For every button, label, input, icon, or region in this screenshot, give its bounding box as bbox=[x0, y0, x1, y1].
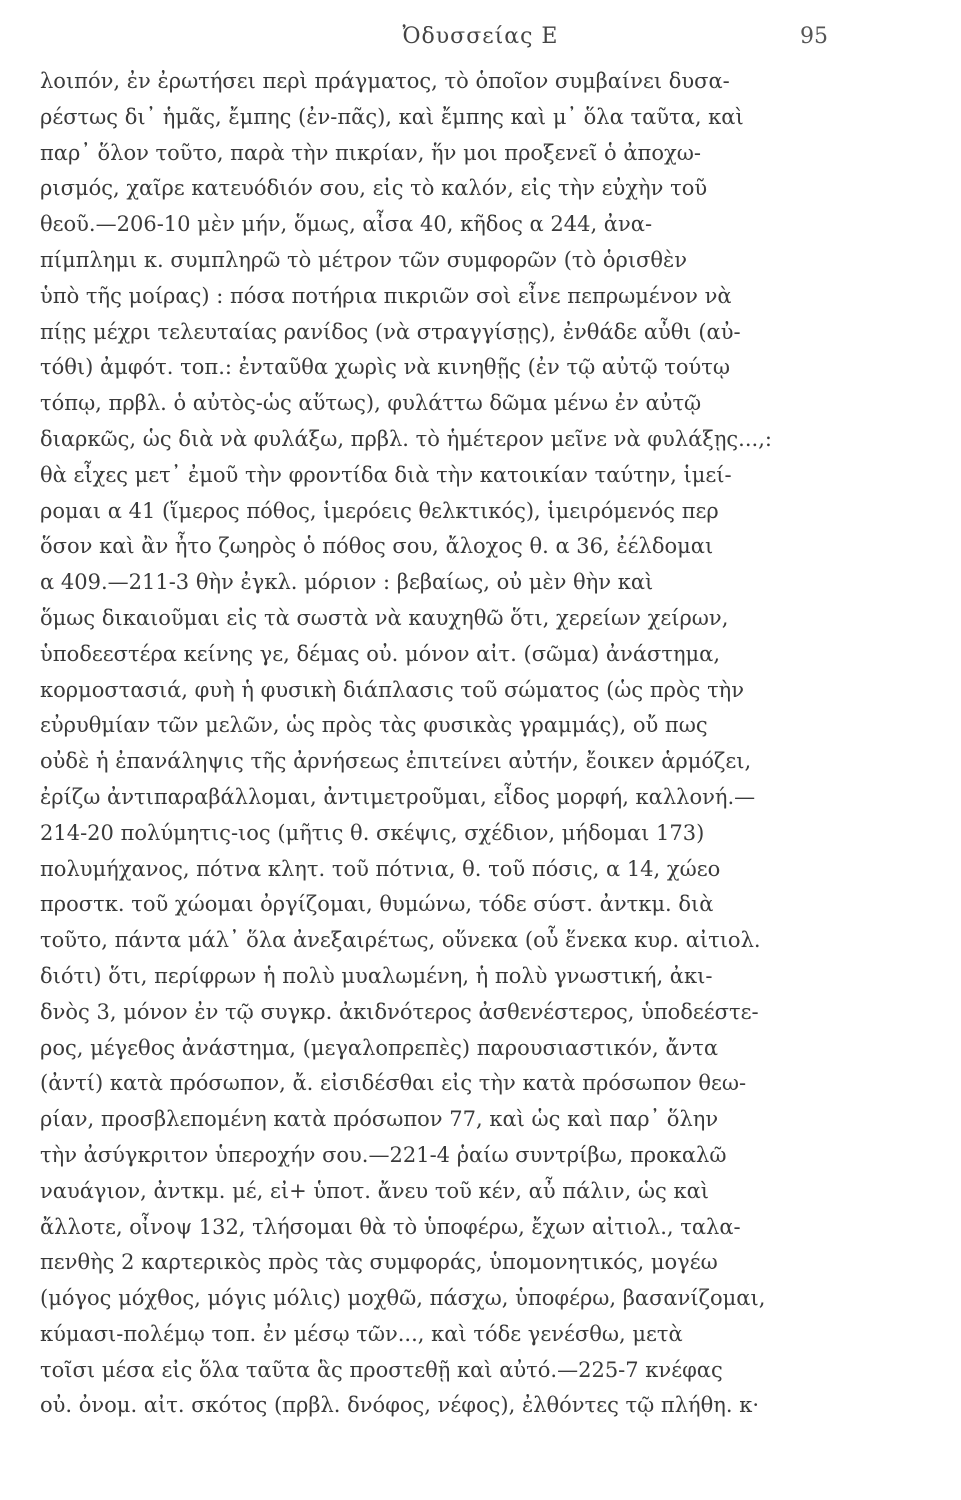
page-number: 95 bbox=[800, 24, 828, 49]
text-line: κύμασι-πολέμῳ τοπ. ἐν μέσῳ τῶν..., καὶ τόδε γενέσθω, μετὰ bbox=[40, 1321, 683, 1346]
text-line: πίμπλημι κ. συμπληρῶ τὸ μέτρον τῶν συμφορῶν (τὸ ὁρισθὲν bbox=[40, 247, 688, 272]
text-line: ἐρίζω ἀντιπαραβάλλομαι, ἀντιμετροῦμαι, εἶδος μορφή, καλλονή.— bbox=[40, 784, 756, 809]
text-line: κορμοστασιά, φυὴ ἡ φυσικὴ διάπλασις τοῦ σώματος (ὡς πρὸς τὴν bbox=[40, 677, 745, 702]
page-header bbox=[0, 24, 961, 54]
text-line: ρος, μέγεθος ἀνάστημα, (μεγαλοπρεπὲς) παρουσιαστικόν, ἄντα bbox=[40, 1035, 719, 1060]
text-line: ρίαν, προσβλεπομένη κατὰ πρόσωπον 77, καὶ ὡς καὶ παρ᾿ ὅλην bbox=[40, 1107, 719, 1132]
text-line: ναυάγιον, ἀντκμ. μέ, εἰ+ ὑποτ. ἄνευ τοῦ κέν, αὖ πάλιν, ὡς καὶ bbox=[40, 1178, 710, 1203]
text-line: ὅσον καὶ ἂν ἦτο ζωηρὸς ὁ πόθος σου, ἄλοχος θ. α 36, ἐέλδομαι bbox=[40, 534, 714, 559]
text-line: 214-20 πολύμητις-ιος (μῆτις θ. σκέψις, σχέδιον, μήδομαι 173) bbox=[40, 820, 705, 845]
text-line: πολυμήχανος, πότνα κλητ. τοῦ πότνια, θ. τοῦ πόσις, α 14, χώεο bbox=[40, 856, 721, 881]
text-line: τόθι) ἀμφότ. τοπ.: ἐνταῦθα χωρὶς νὰ κινηθῇς (ἐν τῷ αὐτῷ τούτῳ bbox=[40, 355, 731, 380]
text-line: πενθὴς 2 καρτερικὸς πρὸς τὰς συμφοράς, ὑπομονητικός, μογέω bbox=[40, 1250, 718, 1275]
text-line: οὐδὲ ἡ ἐπανάληψις τῆς ἀρνήσεως ἐπιτείνει αὐτήν, ἔοικεν ἁρμόζει, bbox=[40, 749, 752, 774]
text-line: θὰ εἶχες μετ᾿ ἐμοῦ τὴν φροντίδα διὰ τὴν κατοικίαν ταύτην, ἱμεί- bbox=[40, 462, 732, 487]
text-line: ρομαι α 41 (ἵμερος πόθος, ἱμερόεις θελκτικός), ἱμειρόμενός περ bbox=[40, 498, 719, 523]
text-line: ρισμός, χαῖρε κατευόδιόν σου, εἰς τὸ καλόν, εἰς τὴν εὐχὴν τοῦ bbox=[40, 176, 708, 201]
text-line: α 409.—211-3 θὴν ἐγκλ. μόριον : βεβαίως, οὐ μὲν θὴν καὶ bbox=[40, 570, 654, 595]
text-line: ὅμως δικαιοῦμαι εἰς τὰ σωστὰ νὰ καυχηθῶ ὅτι, χερείων χείρων, bbox=[40, 605, 729, 630]
text-line: τόπῳ, πρβλ. ὁ αὐτὸς-ὡς αὕτως), φυλάττω δῶμα μένω ἐν αὐτῷ bbox=[40, 391, 702, 416]
text-line: (ἀντί) κατὰ πρόσωπον, ἄ. εἰσιδέσθαι εἰς τὴν κατὰ πρόσωπον θεω- bbox=[40, 1071, 747, 1096]
text-line: τοῖσι μέσα εἰς ὅλα ταῦτα ἃς προστεθῇ καὶ αὐτό.—225-7 κνέφας bbox=[40, 1357, 723, 1382]
text-line: τὴν ἀσύγκριτον ὑπεροχήν σου.—221-4 ῥαίω συντρίβω, προκαλῶ bbox=[40, 1142, 727, 1167]
text-line: δνὸς 3, μόνον ἐν τῷ συγκρ. ἀκιδνότερος ἀσθενέστερος, ὑποδεέστε- bbox=[40, 999, 759, 1024]
text-line: προστκ. τοῦ χώομαι ὀργίζομαι, θυμώνω, τόδε σύστ. ἀντκμ. διὰ bbox=[40, 892, 714, 917]
text-line: ρέστως δι᾿ ἡμᾶς, ἔμπης (ἐν-πᾶς), καὶ ἔμπης καὶ μ᾿ ὅλα ταῦτα, καὶ bbox=[40, 104, 744, 129]
text-line: παρ᾿ ὅλον τοῦτο, παρὰ τὴν πικρίαν, ἥν μοι προξενεῖ ὁ ἀποχω- bbox=[40, 140, 701, 165]
text-line: πίῃς μέχρι τελευταίας ρανίδος (νὰ στραγγίσῃς), ἐνθάδε αὖθι (αὐ- bbox=[40, 319, 741, 344]
text-line: ὑποδεεστέρα κείνης γε, δέμας οὐ. μόνον αἰτ. (σῶμα) ἀνάστημα, bbox=[40, 641, 721, 666]
text-line: ἄλλοτε, οἶνοψ 132, τλήσομαι θὰ τὸ ὑποφέρω, ἔχων αἰτιολ., ταλα- bbox=[40, 1214, 741, 1239]
text-line: οὐ. ὀνομ. αἰτ. σκότος (πρβλ. δνόφος, νέφος), ἐλθόντες τῷ πλήθη. κ· bbox=[40, 1393, 759, 1418]
running-title: Ὀδυσσείας Ε bbox=[402, 24, 559, 49]
text-line: θεοῦ.—206-10 μὲν μήν, ὅμως, αἶσα 40, κῆδος α 244, ἀνα- bbox=[40, 212, 653, 237]
text-line: λοιπόν, ἐν ἐρωτήσει περὶ πράγματος, τὸ ὁποῖον συμβαίνει δυσα- bbox=[40, 69, 730, 93]
text-line: διαρκῶς, ὡς διὰ νὰ φυλάξω, πρβλ. τὸ ἡμέτερον μεῖνε νὰ φυλάξῃς...,: bbox=[40, 426, 772, 451]
commentary-text bbox=[40, 64, 830, 1424]
text-line: διότι) ὅτι, περίφρων ἡ πολὺ μυαλωμένη, ἡ πολὺ γνωστική, ἀκι- bbox=[40, 963, 713, 988]
text-line: εὐρυθμίαν τῶν μελῶν, ὡς πρὸς τὰς φυσικὰς γραμμάς), οὔ πως bbox=[40, 713, 708, 738]
text-line: (μόγος μόχθος, μόγις μόλις) μοχθῶ, πάσχω, ὑποφέρω, βασανίζομαι, bbox=[40, 1286, 766, 1311]
text-line: ὑπὸ τῆς μοίρας) : πόσα ποτήρια πικριῶν σοὶ εἶνε πεπρωμένον νὰ bbox=[40, 283, 732, 308]
text-line: τοῦτο, πάντα μάλ᾿ ὅλα ἀνεξαιρέτως, οὕνεκα (οὗ ἕνεκα κυρ. αἰτιολ. bbox=[40, 928, 761, 953]
